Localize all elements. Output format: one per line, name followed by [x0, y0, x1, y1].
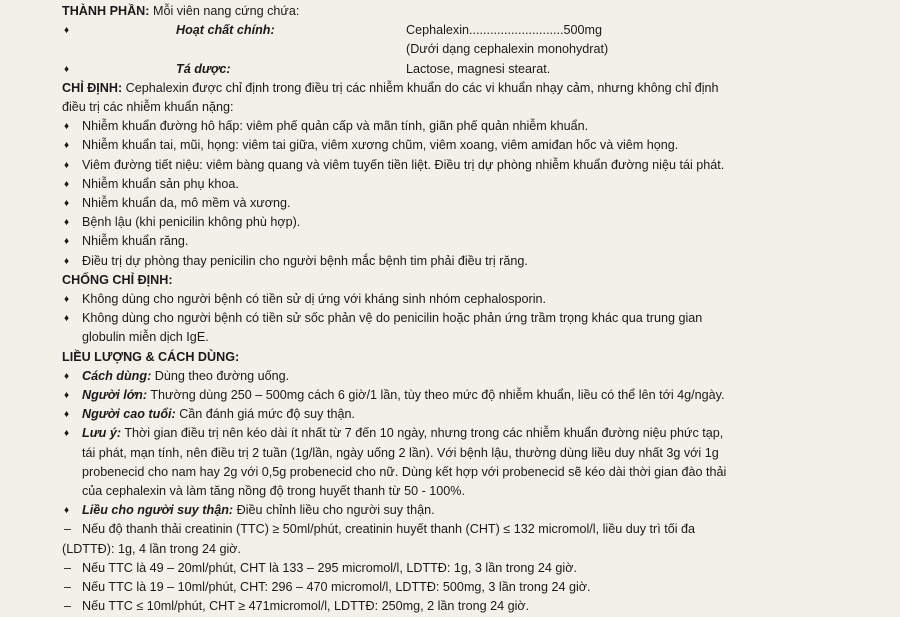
- indications-heading: CHỈ ĐỊNH:: [62, 80, 123, 95]
- dosage-adult: [62, 386, 836, 405]
- adult-label: Người lớn:: [82, 388, 148, 403]
- indications-intro-line1: [62, 79, 836, 98]
- indication-item: ♦ Viêm đường tiết niệu: viêm bàng quang và viêm tuyến tiền liệt. Điều trị dự phòng nhiễm khuẩn đường niệu tái phát.: [62, 156, 836, 175]
- indications-intro: Cephalexin được chỉ định trong điều trị các nhiễm khuẩn do các vi khuẩn nhạy cảm, nhưng không chỉ định: [125, 80, 719, 95]
- dosage-note-cont: của cephalexin và làm tăng nồng độ trong huyết thanh từ 50 - 100%.: [82, 484, 466, 499]
- renal-dose-item: – Nếu TTC là 19 – 10ml/phút, CHT: 296 – 470 micromol/l, LDTTĐ: 500mg, 3 lần trong 24 giờ.: [62, 578, 836, 597]
- usage-label: Cách dùng:: [82, 368, 152, 383]
- usage-text: Dùng theo đường uống.: [151, 368, 290, 383]
- indication-item: ♦ Bệnh lậu (khi penicilin không phù hợp).: [62, 213, 836, 232]
- indication-item: ♦ Nhiễm khuẩn sản phụ khoa.: [62, 175, 836, 194]
- contraindication-item: ♦ Không dùng cho người bệnh có tiền sử dị ứng với kháng sinh nhóm cephalosporin.: [62, 290, 836, 309]
- dosage-note-cont: tái phát, mạn tính, nên điều trị 2 tuần (1g/lần, ngày uống 2 lần). Với bệnh lậu, thường dùng liều duy nhất 3g với 1g: [82, 445, 719, 460]
- dosage-heading: LIỀU LƯỢNG & CÁCH DÙNG:: [62, 349, 240, 364]
- contraindication-item: ♦ Không dùng cho người bệnh có tiền sử sốc phản vệ do penicilin hoặc phản ứng trầm trọng khác qua trung gian: [62, 309, 836, 328]
- excipient-label-wrap: [62, 60, 406, 79]
- indication-item: ♦ Nhiễm khuẩn tai, mũi, họng: viêm tai giữa, viêm xương chũm, viêm xoang, viêm amiđan hốc và viêm họng.: [62, 136, 836, 155]
- active-ingredient-row: [62, 21, 836, 40]
- renal-label: Liều cho người suy thận:: [82, 503, 234, 518]
- indication-item: ♦ Nhiễm khuẩn răng.: [62, 232, 836, 251]
- renal-dose-item: – Nếu TTC ≤ 10ml/phút, CHT ≥ 471micromol/l, LDTTĐ: 250mg, 2 lần trong 24 giờ.: [62, 597, 836, 616]
- composition-heading-row: [62, 2, 836, 21]
- spacer: [62, 40, 406, 59]
- excipient-value: Lactose, magnesi stearat.: [406, 61, 551, 76]
- composition-heading: THÀNH PHẦN:: [62, 4, 150, 18]
- indication-item: ♦ Điều trị dự phòng thay penicilin cho người bệnh mắc bệnh tim phải điều trị răng.: [62, 252, 836, 271]
- active-ingredient-value: Cephalexin...........................500mg: [406, 23, 602, 38]
- indication-item: ♦ Nhiễm khuẩn đường hô hấp: viêm phế quản cấp và mãn tính, giãn phế quản nhiễm khuẩn.: [62, 117, 836, 136]
- renal-dose-item-cont: (LDTTĐ): 1g, 4 lần trong 24 giờ.: [62, 541, 242, 556]
- elderly-text: Cần đánh giá mức độ suy thận.: [175, 407, 355, 422]
- dosage-elderly: [62, 405, 836, 424]
- elderly-label: Người cao tuổi:: [82, 407, 176, 422]
- dosage-usage: [62, 367, 836, 386]
- indications-intro-line2: điều trị các nhiễm khuẩn nặng:: [62, 100, 234, 115]
- contraindication-item-cont: globulin miễn dịch IgE.: [82, 330, 209, 345]
- adult-text: Thường dùng 250 – 500mg cách 6 giờ/1 lần, tùy theo mức độ nhiễm khuẩn, liều có thể lên tới 4g/ngày.: [147, 388, 725, 403]
- renal-text: Điều chỉnh liều cho người suy thận.: [233, 503, 435, 518]
- active-ingredient-label-wrap: [62, 21, 406, 40]
- renal-dose-item: – Nếu TTC là 49 – 20ml/phút, CHT là 133 – 295 micromol/l, LDTTĐ: 1g, 3 lần trong 24 giờ.: [62, 559, 836, 578]
- excipient-row: [62, 60, 836, 79]
- excipient-label: Tá dược:: [176, 61, 231, 76]
- note-text: Thời gian điều trị nên kéo dài ít nhất từ 7 đến 10 ngày, nhưng trong các nhiễm khuẩn đường niệu phức tạp,: [121, 426, 724, 441]
- dosage-note-cont: probenecid cho nam hay 2g với 0,5g probenecid cho nữ. Dùng kết hợp với probenecid sẽ kéo dài thời gian đào thải: [82, 464, 727, 479]
- dosage-renal: [62, 501, 836, 520]
- renal-dose-item: – Nếu độ thanh thải creatinin (TTC) ≥ 50ml/phút, creatinin huyết thanh (CHT) ≤ 132 micromol/l, liều duy trì tối đa: [62, 520, 836, 539]
- note-label: Lưu ý:: [82, 426, 122, 441]
- dosage-note: [62, 424, 836, 443]
- composition-intro: Mỗi viên nang cứng chứa:: [152, 4, 300, 18]
- active-ingredient-label: Hoạt chất chính:: [176, 23, 275, 38]
- active-ingredient-form: (Dưới dạng cephalexin monohydrat): [406, 42, 609, 57]
- contraindications-heading: CHỐNG CHỈ ĐỊNH:: [62, 272, 173, 287]
- active-form-row: [62, 40, 836, 59]
- indication-item: ♦ Nhiễm khuẩn da, mô mềm và xương.: [62, 194, 836, 213]
